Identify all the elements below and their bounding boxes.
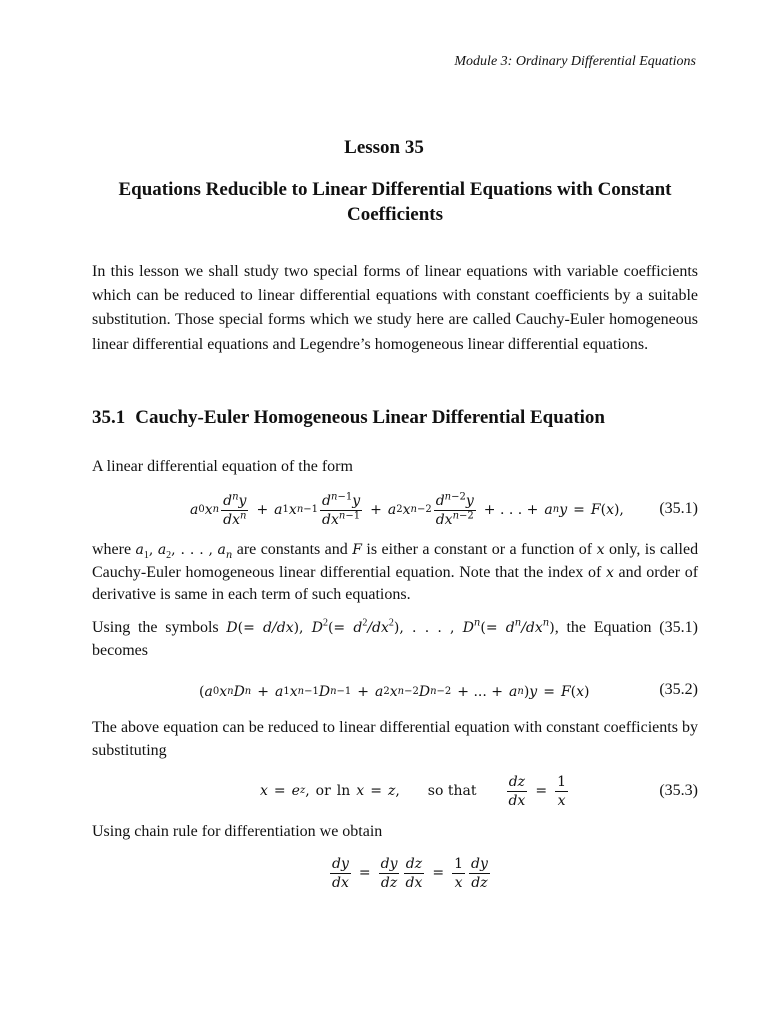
equation-35-1 <box>92 488 698 532</box>
paragraph-symbols: Using the symbols D(= d/dx), $D^2(= d^2/dx^2)$, . . . , $D^n(= d^n/dx^n)$, the Equation (35.1) becomes <box>92 617 698 659</box>
equation-35-2 <box>92 680 698 704</box>
text-function-of: is either a constant or a function of <box>366 541 593 558</box>
text-called: only, is called Cauchy-Euler homogeneous linear differential equation. Note that the index of <box>92 541 699 581</box>
equation-number: (35.2) <box>659 681 698 698</box>
section-number: 35.1 <box>92 407 126 428</box>
equation-chain-rule-body: $\frac{dy}{dx}$ = $\frac{dy}{dz}$ $\frac{dz}{dx}$ = $\frac{1}{x}$ $\frac{dy}{dz}$ <box>332 855 488 891</box>
text-using-symbols: Using the symbols <box>92 619 219 636</box>
intro-paragraph: In this lesson we shall study two special forms of linear equations with variable coefficients which can be reduced to linear differential equations with constant coefficients by a suitable substitution. Those special forms which we study here are called Cauchy-Euler homogeneous linear differential equations and Legendre’s homogeneous linear differential equations. <box>92 263 698 353</box>
equation-chain-rule <box>92 852 698 894</box>
text-order: and order of derivative is same in each term of such equations. <box>92 563 699 603</box>
lesson-title: Equations Reducible to Linear Differential Equations with Constant Coefficients <box>118 179 672 225</box>
equation-35-3 <box>92 770 698 812</box>
section-heading <box>92 407 605 429</box>
equation-35-1-body: a 0 x n $\frac{d^ny}{dx^n}$ + a 1 x n−1 $\frac{d^{n-1}y}{dx^{n-1}}$ + a 2 x n−2 $\frac{d^{n-2}y}{dx^{n-2}}$ + . . . + a n y = F ( x ), <box>190 490 624 528</box>
running-header: Module 3: Ordinary Differential Equations <box>454 54 696 69</box>
text-constants: are constants and <box>236 541 348 558</box>
equation-number: (35.3) <box>659 782 698 799</box>
text-or: or <box>315 783 331 799</box>
equation-35-3-body: x = e z , or ln x = z , so that $\frac{dz}{dx}$ = $\frac{1}{x}$ <box>260 773 566 809</box>
lesson-label: Lesson 35 <box>344 137 424 158</box>
equation-number: (35.1) <box>659 500 698 517</box>
text-becomes: , the Equation (35.1) becomes <box>92 619 698 659</box>
paragraph-chain-rule: Using chain rule for differentiation we obtain <box>92 823 383 840</box>
equation-35-2-body: ( a 0 x n D n + a 1 x n−1 D n−1 + a 2 x n−2 D n−2 + ... + a n ) y = F ( x ) <box>199 684 590 700</box>
section-title: Cauchy-Euler Homogeneous Linear Differential Equation <box>135 407 605 428</box>
text-where: where <box>92 541 132 558</box>
paragraph-where: where $a_1$, $a_2$, . . . , $a_n$ are constants and F is either a constant or a function of x only, is called Cauchy-Euler homogeneous linear differential equation. Note that the index of x and order of derivative is same in each term of such equations. <box>92 541 699 603</box>
text-so-that: so that <box>427 783 477 799</box>
paragraph-form: A linear differential equation of the form <box>92 458 353 475</box>
paragraph-substituting: The above equation can be reduced to linear differential equation with constant coefficients by substituting <box>92 719 698 759</box>
